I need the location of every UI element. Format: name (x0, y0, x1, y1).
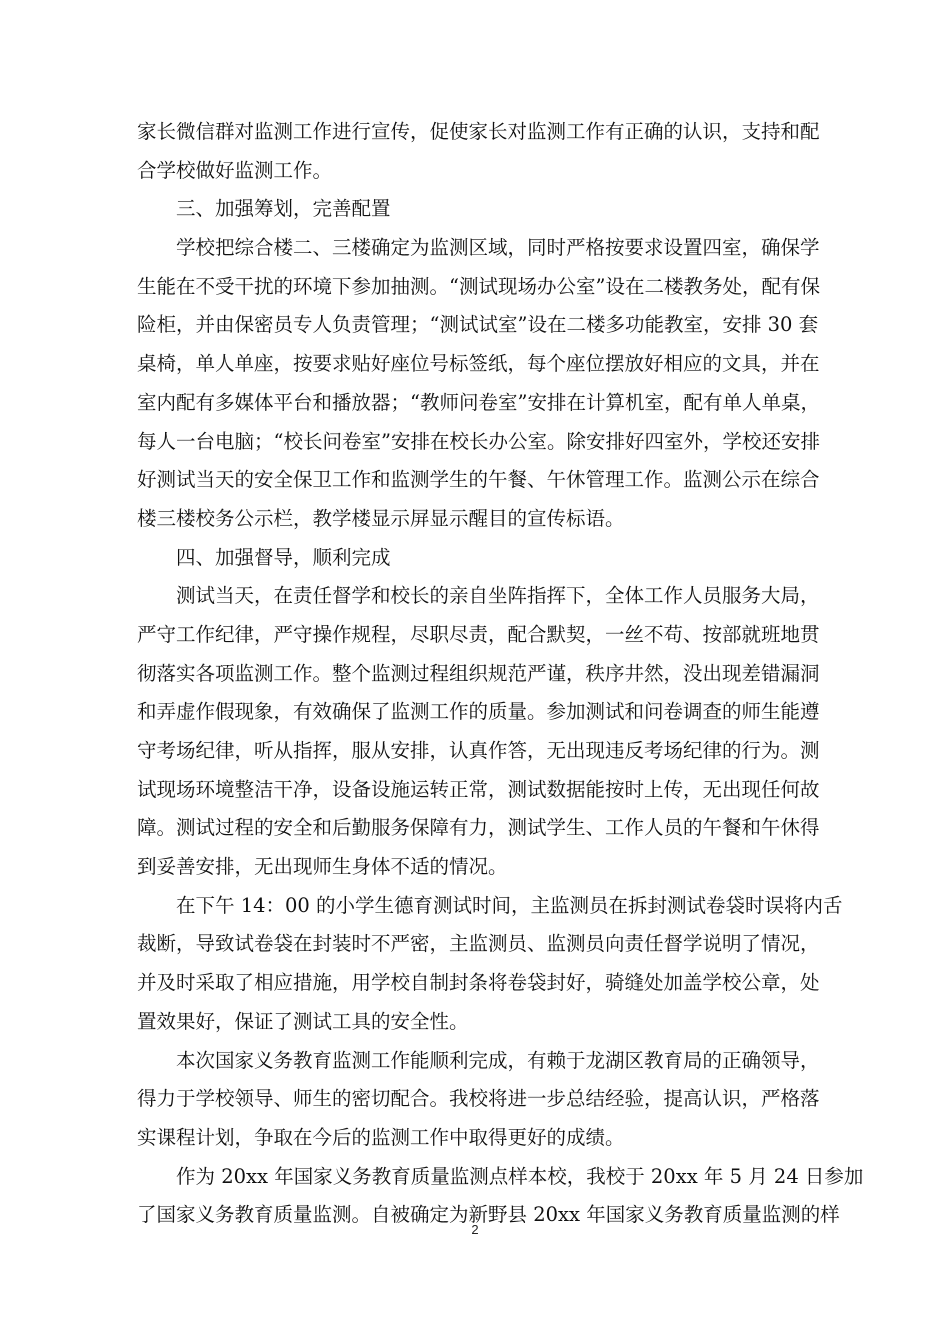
section-heading: 四、加强督导，顺利完成 (176, 545, 391, 569)
text-line: 得力于学校领导、师生的密切配合。我校将进一步总结经验，提高认识，严格落 (137, 1087, 820, 1111)
text-line: 严守工作纪律，严守操作规程，尽职尽责，配合默契，一丝不苟、按部就班地贯 (137, 622, 820, 646)
text-line: 了国家义务教育质量监测。自被确定为新野县 20xx 年国家义务教育质量监测的样 (137, 1203, 840, 1227)
text-line: 实课程计划，争取在今后的监测工作中取得更好的成绩。 (137, 1125, 625, 1149)
text-line: 置效果好，保证了测试工具的安全性。 (137, 1009, 469, 1033)
text-line: 到妥善安排，无出现师生身体不适的情况。 (137, 855, 508, 879)
text-line: 生能在不受干扰的环境下参加抽测。“测试现场办公室”设在二楼教务处，配有保 (137, 274, 820, 298)
text-line: 险柜，并由保密员专人负责管理；“测试试室”设在二楼多功能教室，安排 30 套 (137, 313, 819, 337)
text-line: 室内配有多媒体平台和播放器；“教师问卷室”安排在计算机室，配有单人单桌， (137, 390, 820, 414)
text-line: 本次国家义务教育监测工作能顺利完成，有赖于龙湖区教育局的正确领导， (176, 1048, 820, 1072)
page-number: 2 (471, 1222, 479, 1237)
text-line: 测试当天，在责任督学和校长的亲自坐阵指挥下，全体工作人员服务大局， (176, 584, 820, 608)
section-heading: 三、加强筹划，完善配置 (176, 197, 391, 221)
text-line: 桌椅，单人单座，按要求贴好座位号标签纸，每个座位摆放好相应的文具，并在 (137, 352, 820, 376)
text-line: 试现场环境整洁干净，设备设施运转正常，测试数据能按时上传，无出现任何故 (137, 777, 820, 801)
text-line: 彻落实各项监测工作。整个监测过程组织规范严谨，秩序井然，没出现差错漏洞 (137, 661, 820, 685)
text-line: 楼三楼校务公示栏，教学楼显示屏显示醒目的宣传标语。 (137, 506, 625, 530)
text-line: 作为 20xx 年国家义务教育质量监测点样本校，我校于 20xx 年 5 月 24 日参加 (176, 1164, 864, 1188)
text-line: 合学校做好监测工作。 (137, 158, 333, 182)
text-line: 障。测试过程的安全和后勤服务保障有力，测试学生、工作人员的午餐和午休得 (137, 816, 820, 840)
text-line: 并及时采取了相应措施，用学校自制封条将卷袋封好，骑缝处加盖学校公章，处 (137, 971, 820, 995)
text-line: 守考场纪律，听从指挥，服从安排，认真作答，无出现违反考场纪律的行为。测 (137, 739, 820, 762)
text-line: 和弄虚作假现象，有效确保了监测工作的质量。参加测试和问卷调查的师生能遵 (137, 700, 820, 724)
text-line: 在下午 14：00 的小学生德育测试时间，主监测员在拆封测试卷袋时误将内舌 (176, 893, 843, 917)
text-line: 学校把综合楼二、三楼确定为监测区域，同时严格按要求设置四室，确保学 (176, 236, 820, 260)
text-line: 家长微信群对监测工作进行宣传，促使家长对监测工作有正确的认识，支持和配 (137, 120, 820, 143)
text-line: 好测试当天的安全保卫工作和监测学生的午餐、午休管理工作。监测公示在综合 (137, 468, 820, 492)
body-text (137, 113, 864, 1235)
text-line: 每人一台电脑；“校长问卷室”安排在校长办公室。除安排好四室外，学校还安排 (137, 429, 820, 453)
text-line: 裁断，导致试卷袋在封装时不严密，主监测员、监测员向责任督学说明了情况， (137, 932, 820, 956)
